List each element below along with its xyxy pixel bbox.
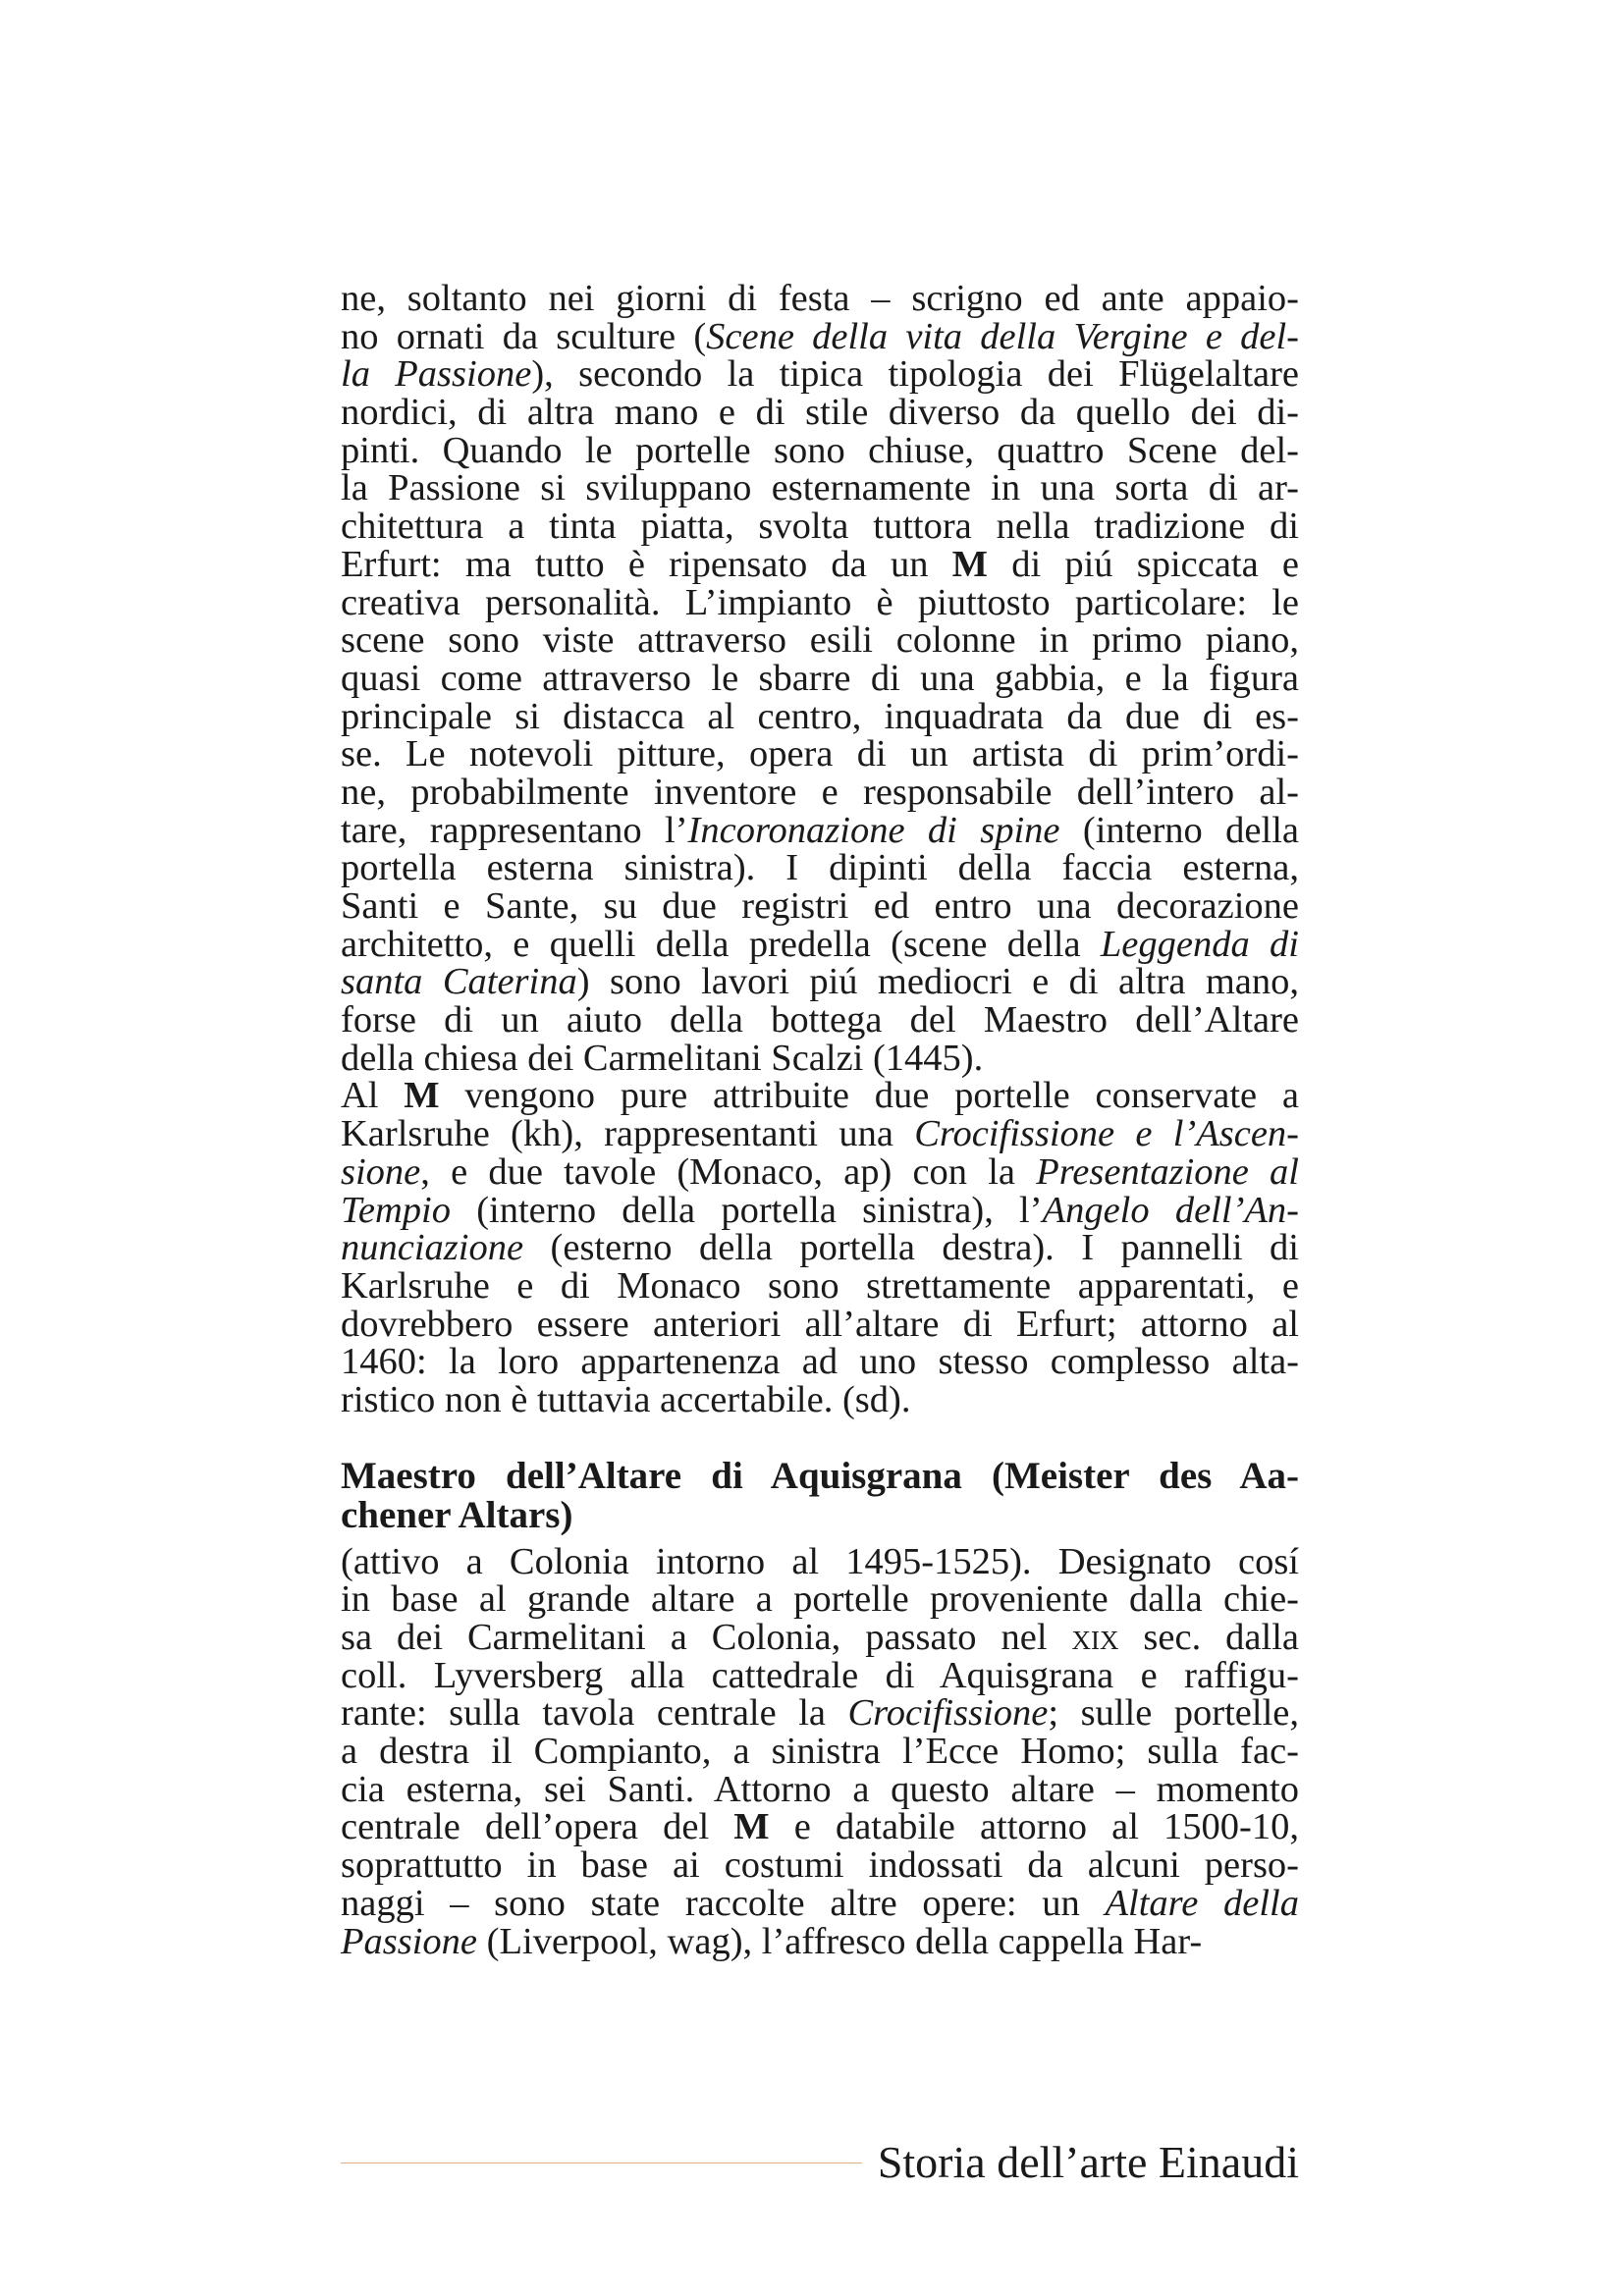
text-line: Al M vengono pure attribuite due portelle conservate a bbox=[341, 1075, 1300, 1117]
text-line: ne, probabilmente inventore e responsabile dell’intero al- bbox=[341, 771, 1299, 813]
text-line: coll. Lyversberg alla cattedrale di Aquisgrana e raffigu- bbox=[341, 1654, 1299, 1696]
text-line: santa Caterina) sono lavori piú mediocri e di altra mano, bbox=[341, 961, 1299, 1003]
text-line: rante: sulla tavola centrale la Crocifissione; sulle portelle, bbox=[341, 1692, 1299, 1735]
text-line: ne, soltanto nei giorni di festa – scrigno ed ante appaio- bbox=[341, 278, 1299, 319]
text-line: nordici, di altra mano e di stile diverso da quello dei di- bbox=[341, 392, 1299, 434]
text-line: Passione (Liverpool, wag), l’affresco della cappella Har- bbox=[341, 1920, 1203, 1962]
text-line: scene sono viste attraverso esili colonne in primo piano, bbox=[341, 619, 1299, 662]
text-line: architetto, e quelli della predella (scene della Leggenda di bbox=[341, 923, 1299, 965]
text-line: in base al grande altare a portelle proveniente dalla chie- bbox=[341, 1578, 1299, 1621]
text-line: Santi e Sante, su due registri ed entro una decorazione bbox=[341, 885, 1299, 927]
italic-text: Crocifissione bbox=[847, 1692, 1049, 1735]
bold-abbreviation: M bbox=[951, 543, 989, 585]
text-line: dovrebbero essere anteriori all’altare di Erfurt; attorno al bbox=[341, 1303, 1299, 1345]
bold-abbreviation: M bbox=[733, 1806, 770, 1848]
text-line: pinti. Quando le portelle sono chiuse, quattro Scene del- bbox=[341, 429, 1299, 471]
italic-text: Passione bbox=[341, 1920, 478, 1962]
italic-text: Angelo dell’An- bbox=[1042, 1189, 1299, 1231]
text-line: sa dei Carmelitani a Colonia, passato nel xix sec. dalla bbox=[341, 1617, 1299, 1658]
text-column bbox=[341, 280, 1299, 1960]
italic-text: Tempio bbox=[341, 1189, 451, 1231]
italic-text: la Passione bbox=[341, 353, 532, 396]
entry-body-paragraph bbox=[341, 1540, 1299, 1962]
text-line: soprattutto in base ai costumi indossati da alcuni perso- bbox=[341, 1844, 1299, 1887]
text-line: centrale dell’opera del M e databile attorno al 1500-10, bbox=[341, 1806, 1299, 1848]
paragraph-continuation-2 bbox=[341, 1077, 1299, 1418]
text-line: a destra il Compianto, a sinistra l’Ecce Homo; sulla fac- bbox=[341, 1731, 1299, 1773]
text-line: creativa personalità. L’impianto è piuttosto particolare: le bbox=[341, 581, 1299, 623]
text-line: della chiesa dei Carmelitani Scalzi (1445). bbox=[341, 1037, 984, 1079]
entry-heading-line: chener Altars) bbox=[341, 1493, 573, 1536]
text-line: naggi – sono state raccolte altre opere: un Altare della bbox=[341, 1882, 1299, 1924]
text-line: tare, rappresentano l’Incoronazione di spine (interno della bbox=[341, 809, 1299, 851]
small-caps-numeral: xix bbox=[1071, 1617, 1119, 1658]
italic-text: Leggenda di bbox=[1100, 923, 1299, 965]
text-line: forse di un aiuto della bottega del Maestro dell’Altare bbox=[341, 999, 1299, 1041]
text-line: sione, e due tavole (Monaco, ap) con la Presentazione al bbox=[341, 1150, 1300, 1193]
text-line: 1460: la loro appartenenza ad uno stesso complesso alta- bbox=[341, 1341, 1299, 1383]
entry-heading-line: Maestro dell’Altare di Aquisgrana (Meister des Aa- bbox=[341, 1454, 1299, 1497]
italic-text: sione bbox=[341, 1150, 421, 1193]
italic-text: Crocifissione e l’Ascen- bbox=[914, 1113, 1299, 1155]
italic-text: nunciazione bbox=[341, 1227, 524, 1269]
text-line: Erfurt: ma tutto è ripensato da un M di piú spiccata e bbox=[341, 543, 1300, 585]
italic-text: santa Caterina bbox=[341, 961, 577, 1003]
text-line: principale si distacca al centro, inquadrata da due di es- bbox=[341, 695, 1299, 737]
text-line: ristico non è tuttavia accertabile. (sd). bbox=[341, 1378, 911, 1420]
bold-abbreviation: M bbox=[404, 1075, 440, 1117]
text-line: cia esterna, sei Santi. Attorno a questo altare – momento bbox=[341, 1768, 1299, 1810]
text-line: se. Le notevoli pitture, opera di un artista di prim’ordi- bbox=[341, 733, 1299, 775]
paragraph-continuation-1 bbox=[341, 280, 1299, 1077]
footer-title: Storia dell’arte Einaudi bbox=[877, 2137, 1299, 2187]
entry-heading bbox=[341, 1454, 1299, 1536]
text-line: nunciazione (esterno della portella destra). I pannelli di bbox=[341, 1227, 1299, 1269]
text-line: Tempio (interno della portella sinistra), l’Angelo dell’An- bbox=[341, 1189, 1299, 1231]
text-line: quasi come attraverso le sbarre di una gabbia, e la figura bbox=[341, 657, 1299, 699]
text-line: la Passione), secondo la tipica tipologia dei Flügelaltare bbox=[341, 353, 1300, 396]
italic-text: Altare della bbox=[1105, 1882, 1299, 1924]
text-line: la Passione si sviluppano esternamente in una sorta di ar- bbox=[341, 467, 1299, 509]
text-line: Karlsruhe (kh), rappresentanti una Crocifissione e l’Ascen- bbox=[341, 1113, 1299, 1155]
text-line: chitettura a tinta piatta, svolta tuttora nella tradizione di bbox=[341, 506, 1299, 548]
text-line: (attivo a Colonia intorno al 1495-1525). Designato cosí bbox=[341, 1540, 1299, 1582]
italic-text: Presentazione al bbox=[1036, 1150, 1300, 1193]
text-line: no ornati da sculture (Scene della vita della Vergine e del- bbox=[341, 315, 1299, 357]
italic-text: Scene della vita della Vergine e del- bbox=[706, 315, 1299, 357]
italic-text: Incoronazione di spine bbox=[687, 809, 1060, 851]
text-line: Karlsruhe e di Monaco sono strettamente apparentati, e bbox=[341, 1264, 1299, 1307]
text-line: portella esterna sinistra). I dipinti della faccia esterna, bbox=[341, 847, 1299, 889]
